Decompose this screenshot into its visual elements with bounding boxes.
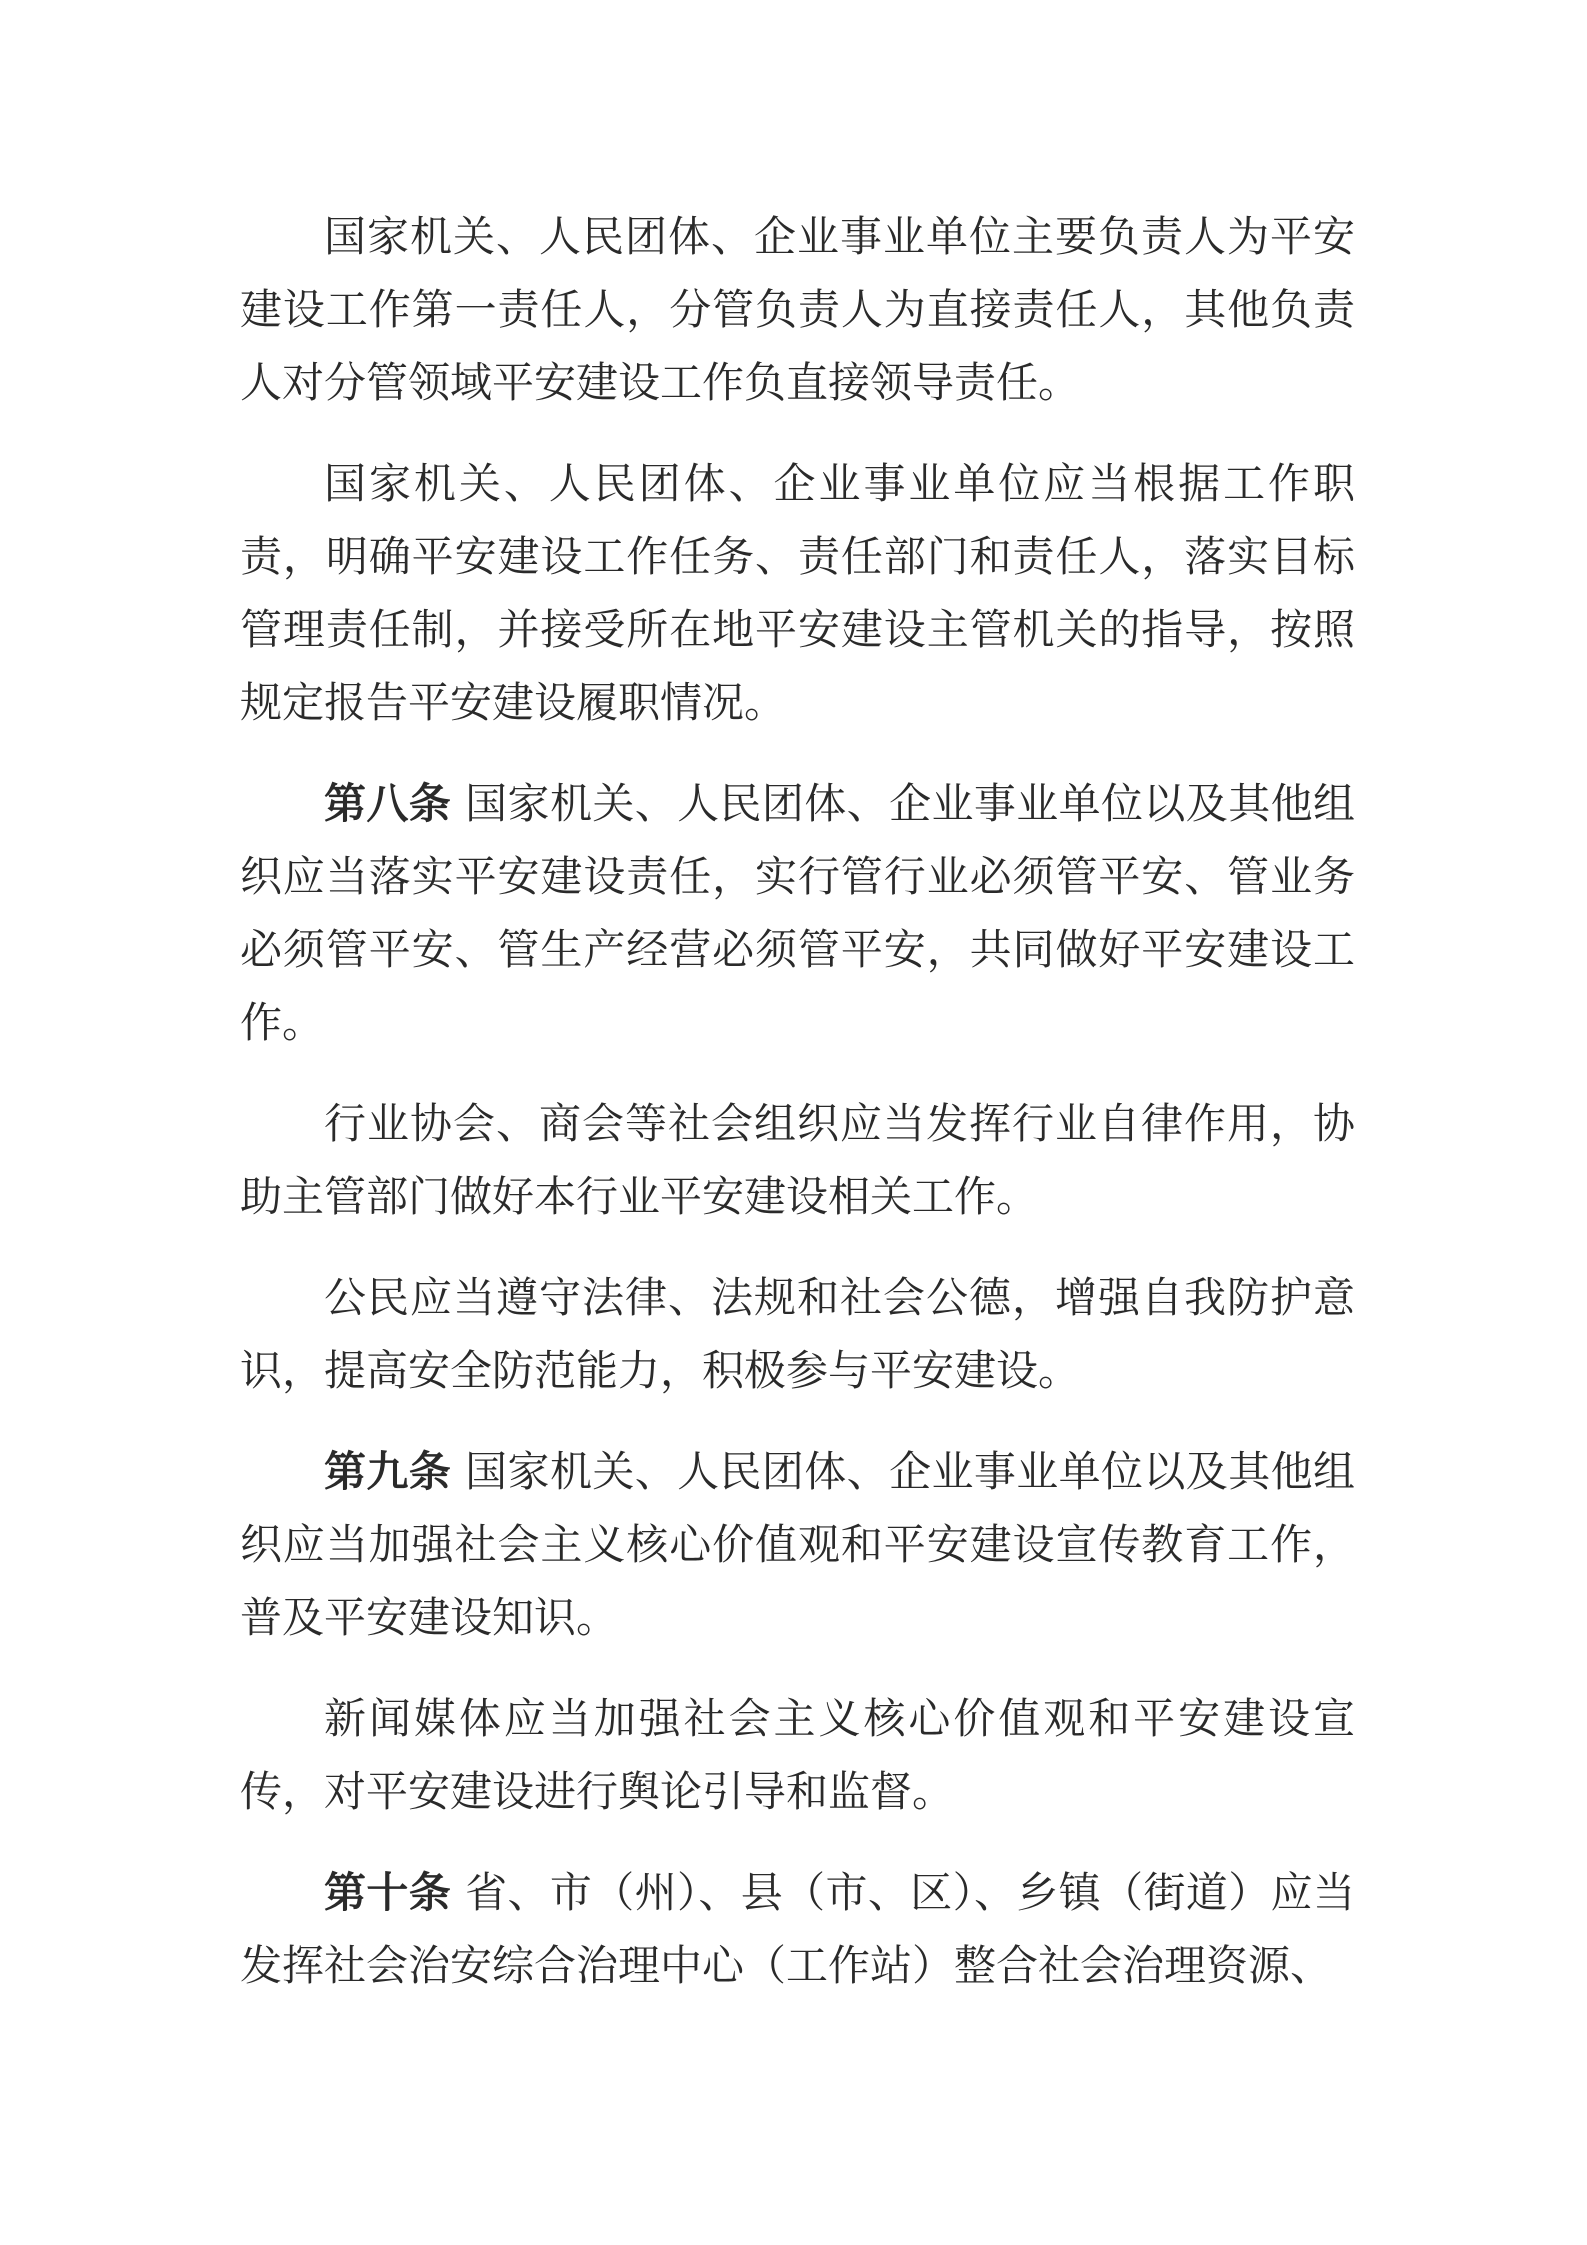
paragraph-news-media <box>240 1682 1355 1828</box>
paragraph-text: 国家机关、人民团体、企业事业单位以及其他组织应当加强社会主义核心价值观和平安建设宣传教育工作，普及平安建设知识。 <box>240 1447 1355 1642</box>
paragraph-text: 省、市（州）、县（市、区）、乡镇（街道）应当发挥社会治安综合治理中心（工作站）整合社会治理资源、 <box>240 1868 1355 1990</box>
article-heading: 第八条 <box>324 779 452 828</box>
paragraph-citizens <box>240 1261 1355 1407</box>
paragraph-text: 公民应当遵守法律、法规和社会公德，增强自我防护意识，提高安全防范能力，积极参与平安建设。 <box>240 1273 1355 1395</box>
paragraph-text: 国家机关、人民团体、企业事业单位以及其他组织应当落实平安建设责任，实行管行业必须管平安、管业务必须管平安、管生产经营必须管平安，共同做好平安建设工作。 <box>240 779 1355 1047</box>
paragraph-work-duties <box>240 447 1355 739</box>
paragraph-industry-associations <box>240 1087 1355 1233</box>
paragraph-responsibility-leaders <box>240 200 1355 419</box>
paragraph-article-8 <box>240 767 1355 1059</box>
article-heading: 第九条 <box>324 1447 452 1496</box>
paragraph-article-9 <box>240 1435 1355 1654</box>
paragraph-article-10 <box>240 1856 1355 2002</box>
article-heading: 第十条 <box>324 1868 452 1917</box>
paragraph-text: 国家机关、人民团体、企业事业单位主要负责人为平安建设工作第一责任人，分管负责人为直接责任人，其他负责人对分管领域平安建设工作负直接领导责任。 <box>240 212 1355 407</box>
paragraph-text: 新闻媒体应当加强社会主义核心价值观和平安建设宣传，对平安建设进行舆论引导和监督。 <box>240 1694 1355 1816</box>
paragraph-text: 国家机关、人民团体、企业事业单位应当根据工作职责，明确平安建设工作任务、责任部门和责任人，落实目标管理责任制，并接受所在地平安建设主管机关的指导，按照规定报告平安建设履职情况。 <box>240 459 1355 727</box>
document-body <box>240 200 1355 2030</box>
paragraph-text: 行业协会、商会等社会组织应当发挥行业自律作用，协助主管部门做好本行业平安建设相关工作。 <box>240 1099 1355 1221</box>
